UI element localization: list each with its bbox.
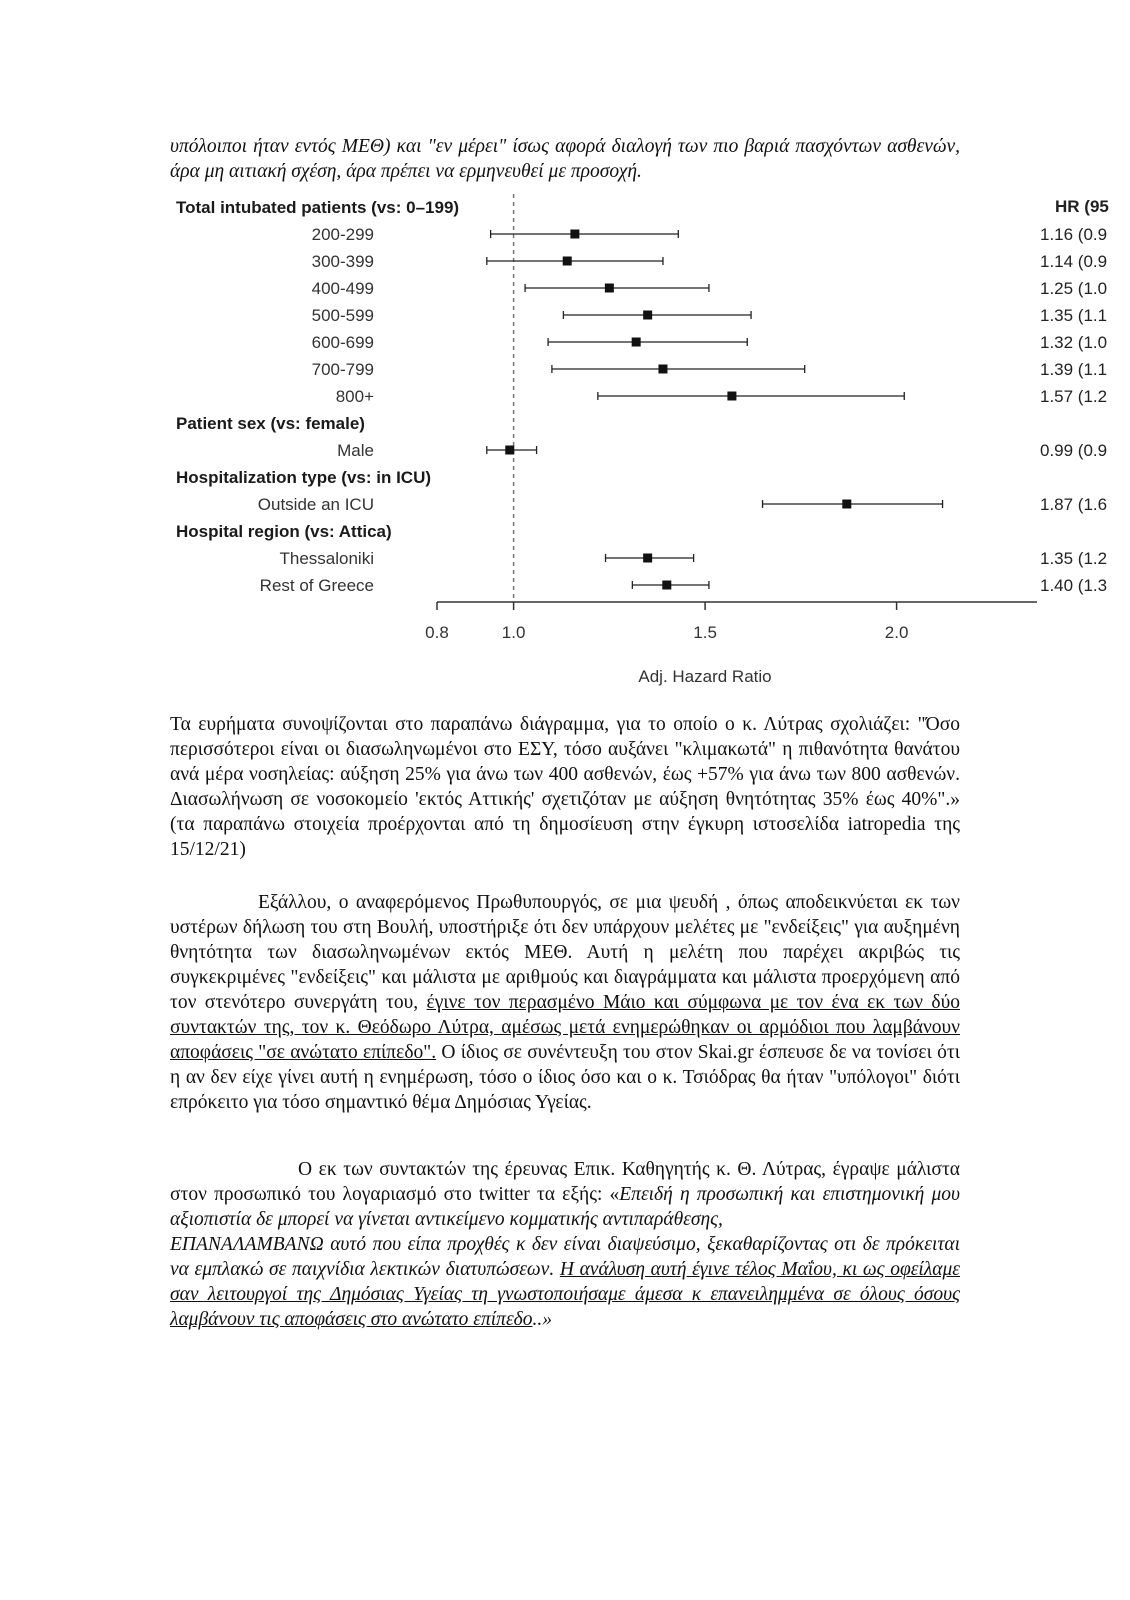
row-label: Rest of Greece: [259, 576, 374, 595]
hr-point: [605, 284, 614, 293]
row-label: 700-799: [311, 360, 374, 379]
forest-rows: [176, 198, 1107, 595]
group-heading: Total intubated patients (vs: 0–199): [176, 198, 460, 217]
x-tick-label: 1.0: [501, 623, 526, 642]
hr-value-label: 0.99 (0.9: [1040, 441, 1108, 460]
row-label: Thessaloniki: [279, 549, 374, 568]
hr-value-label: 1.57 (1.2: [1040, 387, 1108, 406]
pm-text-start: Εξάλλου, ο αναφερόμενος Πρωθυπουργός, σε μια ψευδή , όπως αποδεικνύεται εκ των υστέρων δήλωση του στη Βουλή, υποστήριξε ότι δεν υπάρχουν μελέτες με "ενδείξεις" για αυξημένη θνητότητα των διασωληνωμένων εκτός ΜΕΘ. Αυτή η μελέτη που παρέχει ακριβώς τις συγκεκριμένες "ενδείξεις" και μάλιστα με αριθμούς και διαγράμματα και μάλιστα προερχόμενη από τον στενότερο συνεργάτη του,: [170, 892, 960, 1013]
x-tick-label: 0.8: [425, 623, 449, 642]
row-label: 400-499: [311, 279, 374, 298]
tweet-quote-end: ..»: [532, 1309, 552, 1330]
row-label: Outside an ICU: [257, 495, 374, 514]
hr-value-label: 1.40 (1.3: [1040, 576, 1108, 595]
intro-paragraph: [170, 134, 960, 184]
hr-point: [505, 446, 514, 455]
hr-point: [632, 338, 641, 347]
hr-point: [643, 554, 652, 563]
row-label: 200-299: [311, 225, 374, 244]
row-label: 600-699: [311, 333, 374, 352]
hr-value-label: 1.35 (1.1: [1040, 306, 1108, 325]
tweet-intro: Ο εκ των συντακτών της έρευνας Επικ. Καθηγητής κ. Θ. Λύτρας, έγραψε μάλιστα στον προσωπικό του λογαριασμό στο twitter τα εξής: «: [170, 1159, 960, 1205]
hr-column-header: HR (95: [1055, 197, 1109, 216]
group-heading: Patient sex (vs: female): [176, 414, 365, 433]
hr-value-label: 1.35 (1.2: [1040, 549, 1108, 568]
hr-value-label: 1.16 (0.9: [1040, 225, 1108, 244]
forest-plot: [0, 190, 1130, 695]
hr-value-label: 1.25 (1.0: [1040, 279, 1108, 298]
pm-text-underlined: έγινε τον περασμένο Μάιο και σύμφωνα με τον ένα εκ των δύο συντακτών της, τον κ. Θεόδωρο Λύτρα, αμέσως μετά ενημερώθηκαν οι αρμόδιοι που λαμβάνουν αποφάσεις "σε ανώτατο επίπεδο".: [170, 992, 960, 1063]
tweet-paragraph: [170, 1157, 960, 1332]
hr-value-label: 1.32 (1.0: [1040, 333, 1108, 352]
hr-point: [658, 365, 667, 374]
intro-text: υπόλοιποι ήταν εντός ΜΕΘ) και "εν μέρει" ίσως αφορά διαλογή των πιο βαριά πασχόντων ασθενών, άρα μη αιτιακή σχέση, άρα πρέπει να ερμηνευθεί με προσοχή.: [170, 136, 960, 182]
x-axis: [425, 602, 1037, 642]
x-tick-label: 2.0: [884, 623, 909, 642]
x-tick-label: 1.5: [693, 623, 717, 642]
hr-point: [570, 230, 579, 239]
row-label: 800+: [335, 387, 374, 406]
row-label: 300-399: [311, 252, 374, 271]
pm-text-end: Ο ίδιος σε συνέντευξη του στον Skai.gr έσπευσε δε να τονίσει ότι η αν δεν είχε γίνει αυτή η ενημέρωση, τόσο ο ίδιος όσο και ο κ. Τσιόδρας θα ήταν "υπόλογοι" διότι επρόκειτο για τόσο σημαντικό θέμα Δημόσιας Υγείας.: [170, 1042, 960, 1113]
summary-text: Τα ευρήματα συνοψίζονται στο παραπάνω διάγραμμα, για το οποίο ο κ. Λύτρας σχολιάζει: "Όσο περισσότεροι είναι οι διασωληνωμένοι στο ΕΣΥ, τόσο αυξάνει "κλιμακωτά" η πιθανότητα θανάτου ανά μέρα νοσηλείας: αύξηση 25% για άνω των 400 ασθενών, έως +57% για άνω των 800 ασθενών. Διασωλήνωση σε νοσοκομείο 'εκτός Αττικής' σχετιζόταν με αύξηση θνητότητας 35% έως 40%".» (τα παραπάνω στοιχεία προέρχονται από τη δημοσίευση στην έγκυρη ιστοσελίδα iatropedia της 15/12/21): [170, 714, 960, 860]
hr-point: [643, 311, 652, 320]
row-label: Male: [337, 441, 374, 460]
summary-paragraph: [170, 712, 960, 862]
hr-value-label: 1.39 (1.1: [1040, 360, 1108, 379]
hr-value-label: 1.14 (0.9: [1040, 252, 1108, 271]
hr-point: [662, 581, 671, 590]
hr-point: [727, 392, 736, 401]
hr-point: [842, 500, 851, 509]
hr-value-label: 1.87 (1.6: [1040, 495, 1108, 514]
group-heading: Hospitalization type (vs: in ICU): [176, 468, 432, 487]
row-label: 500-599: [311, 306, 374, 325]
tweet-quote-underlined: Η ανάλυση αυτή έγινε τέλος Μαΐου, κι ως οφείλαμε σαν λειτουργοί της Δημόσιας Υγείας τη γνωστοποιήσαμε άμεσα κ επανειλημμένα σε όλους όσους λαμβάνουν τις αποφάσεις στο ανώτατο επίπεδο: [170, 1259, 960, 1330]
x-axis-label: Adj. Hazard Ratio: [638, 667, 772, 686]
group-heading: Hospital region (vs: Attica): [176, 522, 392, 541]
tweet-quote-2: ΕΠΑΝΑΛΑΜΒΑΝΩ αυτό που είπα προχθές κ δεν είναι διαψεύσιμο, ξεκαθαρίζοντας οτι δε πρόκειται να εμπλακώ σε παιχνίδια λεκτικών διατυπώσεων.: [170, 1234, 960, 1280]
tweet-quote-1: Επειδή η προσωπική και επιστημονική μου αξιοπιστία δε μπορεί να γίνεται αντικείμενο κομματικής αντιπαράθεσης,: [170, 1184, 960, 1230]
pm-paragraph: [170, 890, 960, 1115]
hr-point: [563, 257, 572, 266]
